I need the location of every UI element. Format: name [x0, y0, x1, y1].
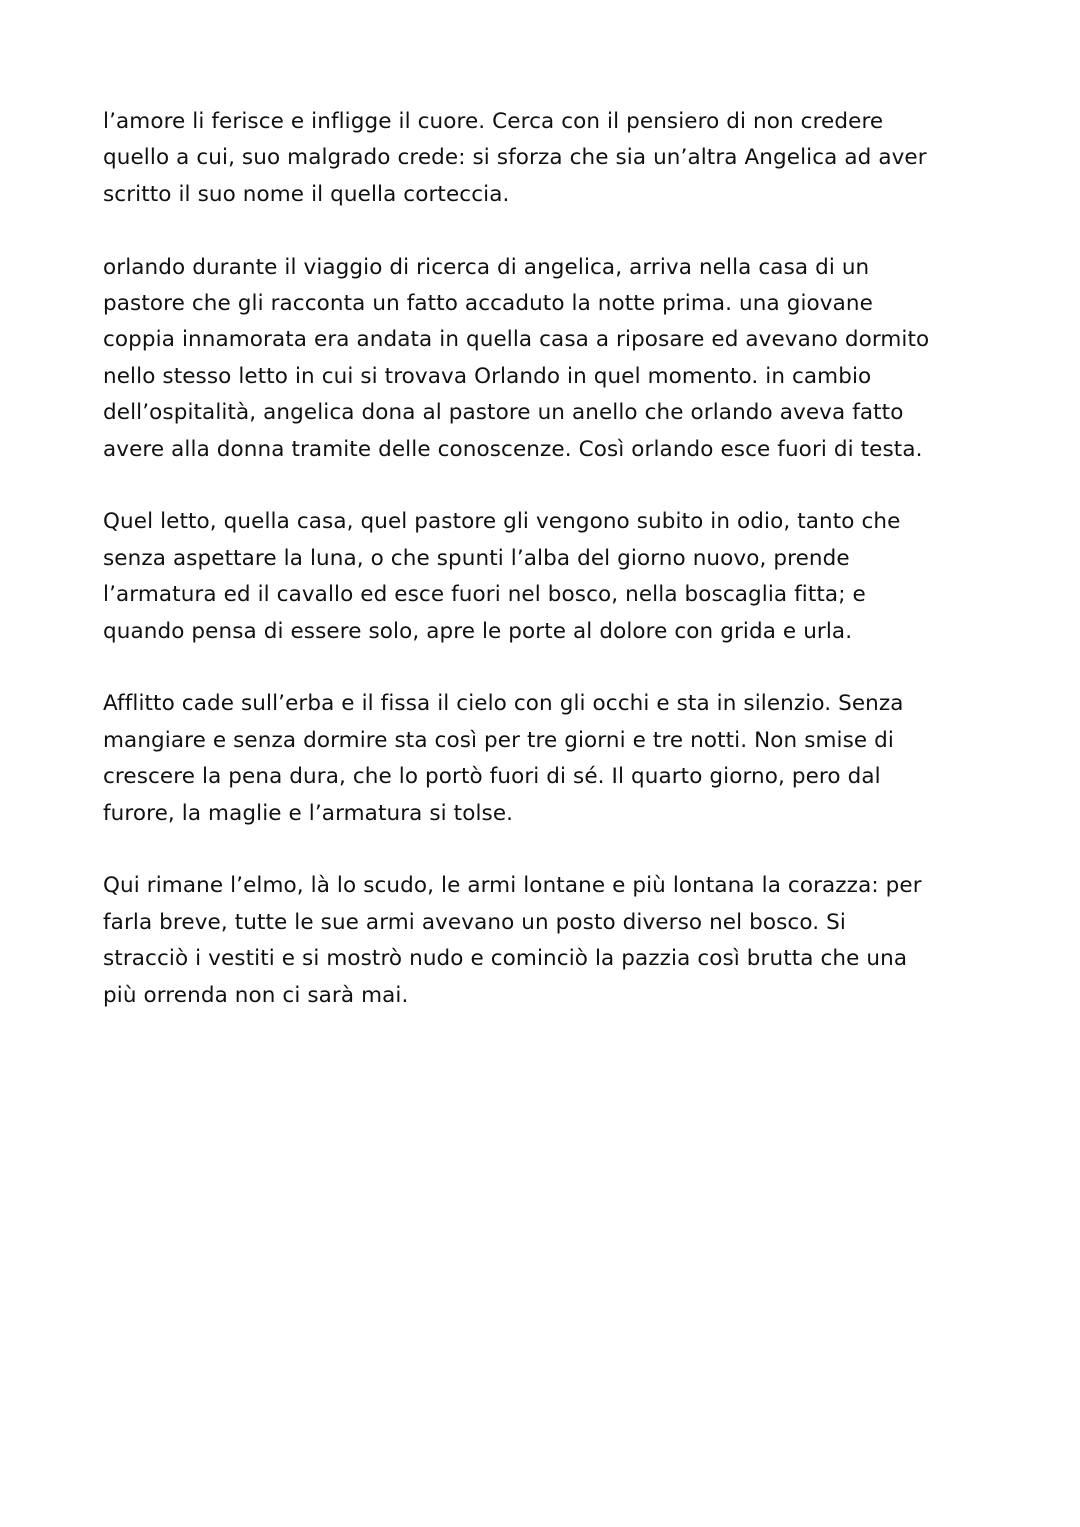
text-line: quando pensa di essere solo, apre le porte al dolore con grida e urla.	[103, 618, 853, 644]
text-line: nello stesso letto in cui si trovava Orlando in quel momento. in cambio	[103, 363, 872, 389]
text-line: scritto il suo nome il quella corteccia.	[103, 181, 510, 207]
text-line: Qui rimane l’elmo, là lo scudo, le armi lontane e più lontana la corazza: per	[103, 873, 922, 899]
paragraph-1	[103, 104, 988, 213]
text-line: farla breve, tutte le sue armi avevano un posto diverso nel bosco. Si	[103, 909, 846, 935]
paragraph-3	[103, 504, 988, 650]
paragraph-4	[103, 686, 988, 832]
text-line: più orrenda non ci sarà mai.	[103, 982, 409, 1008]
text-line: avere alla donna tramite delle conoscenze. Così orlando esce fuori di testa.	[103, 436, 923, 462]
text-line: quello a cui, suo malgrado crede: si sforza che sia un’altra Angelica ad aver	[103, 145, 927, 171]
text-line: l’armatura ed il cavallo ed esce fuori nel bosco, nella boscaglia fitta; e	[103, 582, 866, 608]
paragraph-2	[103, 250, 988, 468]
text-line: pastore che gli racconta un fatto accaduto la notte prima. una giovane	[103, 291, 873, 317]
text-line: orlando durante il viaggio di ricerca di angelica, arriva nella casa di un	[103, 254, 870, 280]
text-line: Afflitto cade sull’erba e il fissa il cielo con gli occhi e sta in silenzio. Senza	[103, 691, 904, 717]
text-line: crescere la pena dura, che lo portò fuori di sé. Il quarto giorno, pero dal	[103, 764, 881, 790]
text-line: mangiare e senza dormire sta così per tre giorni e tre notti. Non smise di	[103, 727, 894, 753]
text-line: furore, la maglie e l’armatura si tolse.	[103, 800, 514, 826]
document-body	[103, 104, 988, 1050]
text-line: Quel letto, quella casa, quel pastore gli vengono subito in odio, tanto che	[103, 509, 901, 535]
text-line: dell’ospitalità, angelica dona al pastore un anello che orlando aveva fatto	[103, 400, 904, 426]
text-line: senza aspettare la luna, o che spunti l’alba del giorno nuovo, prende	[103, 545, 850, 571]
paragraph-5	[103, 868, 988, 1014]
text-line: stracciò i vestiti e si mostrò nudo e cominciò la pazzia così brutta che una	[103, 946, 908, 972]
text-line: coppia innamorata era andata in quella casa a riposare ed avevano dormito	[103, 327, 930, 353]
text-line: l’amore li ferisce e infligge il cuore. Cerca con il pensiero di non credere	[103, 109, 884, 134]
